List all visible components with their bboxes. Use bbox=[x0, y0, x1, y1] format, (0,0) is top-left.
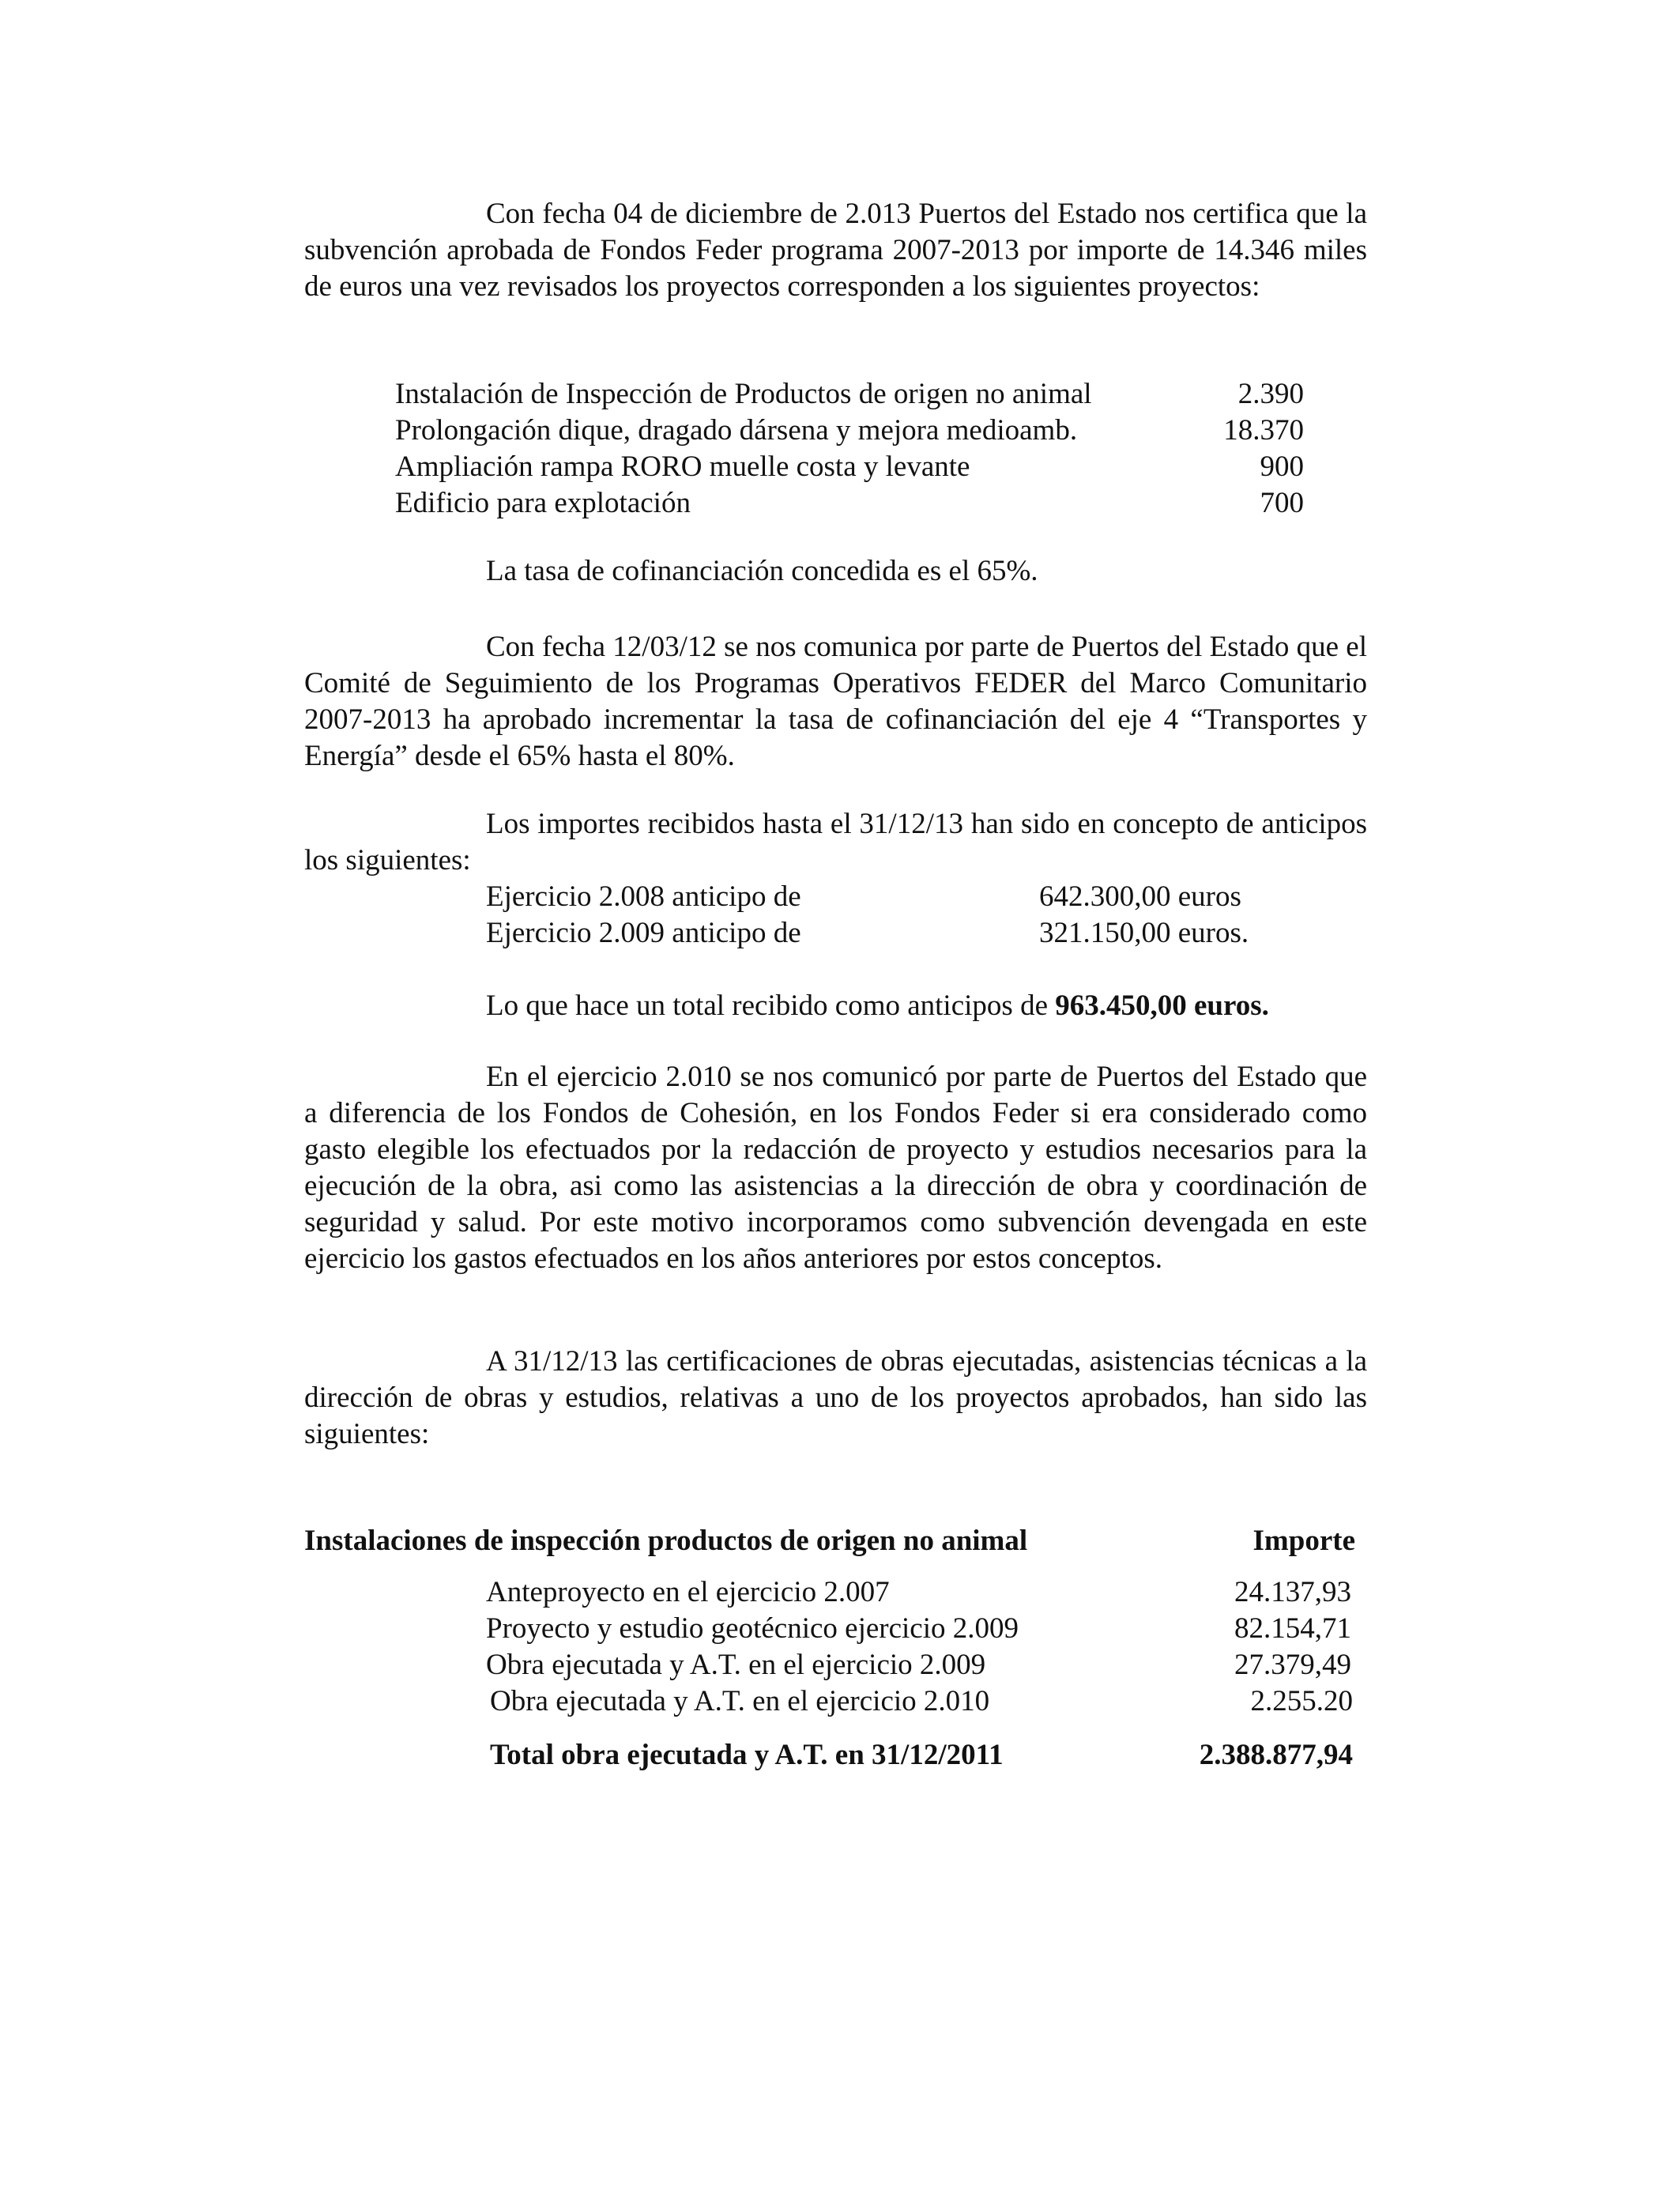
table-row-amount: 27.379,49 bbox=[1234, 1649, 1351, 1681]
table-row-amount: 24.137,93 bbox=[1234, 1576, 1351, 1608]
table-header bbox=[304, 1523, 1355, 1559]
paragraph-certifications: A 31/12/13 las certificaciones de obras ejecutadas, asistencias técnicas a la dirección de obras y estudios, relativas a uno de los proyectos aprobados, han sido las siguientes: bbox=[304, 1345, 1367, 1450]
table-row bbox=[490, 1683, 1353, 1720]
project-row bbox=[395, 376, 1304, 413]
project-name: Prolongación dique, dragado dársena y mejora medioamb. bbox=[395, 414, 1078, 447]
project-amount: 900 bbox=[1260, 450, 1304, 483]
table-row-amount: 82.154,71 bbox=[1234, 1612, 1351, 1645]
advance-amount: 642.300,00 euros bbox=[1039, 880, 1241, 913]
advance-amount: 321.150,00 euros. bbox=[1039, 917, 1249, 949]
table-total-row bbox=[490, 1737, 1353, 1774]
table-row bbox=[486, 1574, 1351, 1611]
table-total-amount: 2.388.877,94 bbox=[1199, 1739, 1353, 1771]
project-amount: 18.370 bbox=[1223, 414, 1304, 447]
paragraph-subsidy-certification: Con fecha 04 de diciembre de 2.013 Puertos del Estado nos certifica que la subvención aprobada de Fondos Feder programa 2007-2013 por importe de 14.346 miles de euros una vez revisados los proyectos corresponden a los siguientes proyectos: bbox=[304, 198, 1367, 303]
table-row bbox=[486, 1647, 1351, 1683]
project-name: Instalación de Inspección de Productos de origen no animal bbox=[395, 378, 1092, 410]
table-row bbox=[486, 1611, 1351, 1647]
paragraph-advances-intro: Los importes recibidos hasta el 31/12/13 han sido en concepto de anticipos los siguientes: bbox=[304, 808, 1367, 876]
advance-label: Ejercicio 2.008 anticipo de bbox=[486, 880, 801, 913]
project-row bbox=[395, 449, 1304, 485]
paragraph-total-advances bbox=[486, 988, 1269, 1024]
project-amount: 700 bbox=[1260, 487, 1304, 519]
paragraph-eligible-expenses: En el ejercicio 2.010 se nos comunicó por parte de Puertos del Estado que a diferencia de los Fondos de Cohesión, en los Fondos Feder si era considerado como gasto elegible los efectuados por la redacción de proyecto y estudios necesarios para la ejecución de la obra, asi como las asistencias a la dirección de obra y coordinación de seguridad y salud. Por este motivo incorporamos como subvención devengada en este ejercicio los gastos efectuados en los años anteriores por estos conceptos. bbox=[304, 1061, 1367, 1275]
table-row-label: Obra ejecutada y A.T. en el ejercicio 2.009 bbox=[486, 1649, 986, 1681]
table-row-label: Anteproyecto en el ejercicio 2.007 bbox=[486, 1576, 890, 1608]
total-advances-amount: 963.450,00 euros. bbox=[1055, 990, 1269, 1022]
paragraph-rate-increase: Con fecha 12/03/12 se nos comunica por parte de Puertos del Estado que el Comité de Seguimiento de los Programas Operativos FEDER del Marco Comunitario 2007-2013 ha aprobado incrementar la tasa de cofinanciación del eje 4 “Transportes y Energía” desde el 65% hasta el 80%. bbox=[304, 631, 1367, 772]
project-row bbox=[395, 413, 1304, 449]
project-amount: 2.390 bbox=[1237, 378, 1304, 410]
project-name: Ampliación rampa RORO muelle costa y levante bbox=[395, 450, 970, 483]
table-row-amount: 2.255.20 bbox=[1250, 1685, 1353, 1717]
table-row-label: Obra ejecutada y A.T. en el ejercicio 2.010 bbox=[490, 1685, 990, 1717]
advance-row bbox=[486, 879, 1316, 915]
table-row-label: Proyecto y estudio geotécnico ejercicio 2.009 bbox=[486, 1612, 1019, 1645]
paragraph-cofinancing-rate: La tasa de cofinanciación concedida es el 65%. bbox=[486, 555, 1038, 587]
table-total-label: Total obra ejecutada y A.T. en 31/12/2011 bbox=[490, 1739, 1004, 1771]
total-advances-text: Lo que hace un total recibido como anticipos de bbox=[486, 990, 1056, 1022]
project-name: Edificio para explotación bbox=[395, 487, 691, 519]
project-row bbox=[395, 485, 1304, 522]
advance-row bbox=[486, 915, 1316, 952]
table-title: Instalaciones de inspección productos de origen no animal bbox=[304, 1525, 1028, 1557]
table-column-header: Importe bbox=[1252, 1525, 1355, 1557]
advance-label: Ejercicio 2.009 anticipo de bbox=[486, 917, 801, 949]
